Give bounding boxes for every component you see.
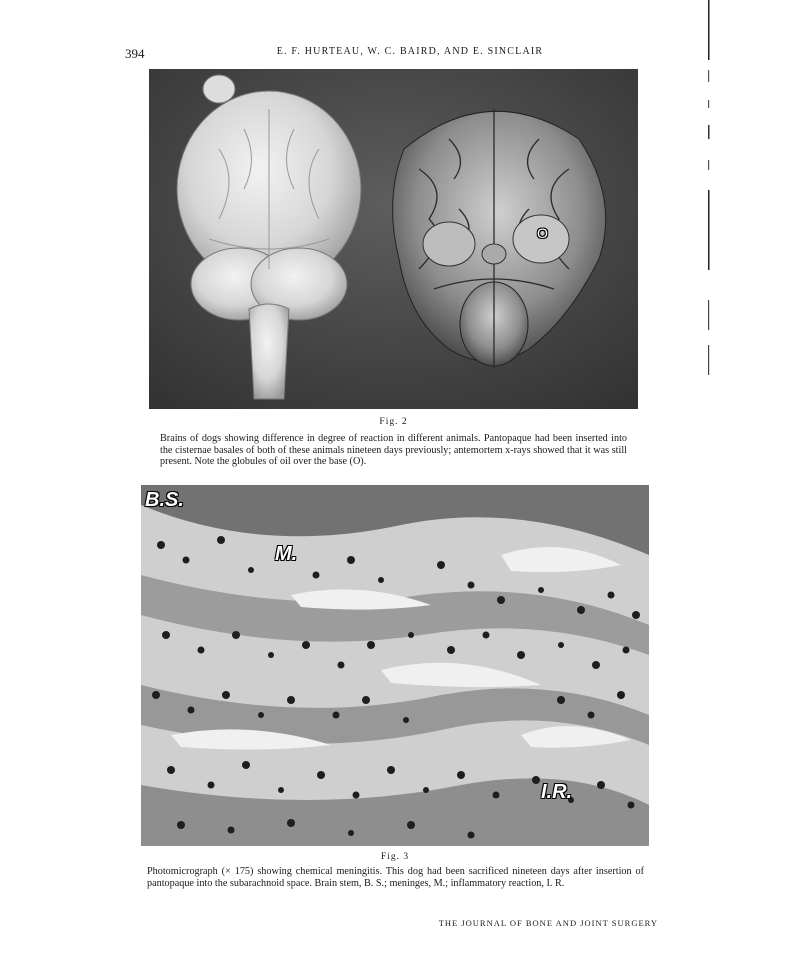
label-inflammatory-reaction: I.R. — [541, 781, 573, 803]
figure-2-caption: Brains of dogs showing difference in degree of reaction in different animals. Pantopaque had been inserted into the cisternae basales of both of these animals nineteen days previously; antemortem x-rays showed that it was still present. Note the globules of oil over the base (O). — [160, 433, 627, 467]
figure-2-photo — [149, 69, 638, 409]
figure-2-label-o: O — [537, 225, 548, 241]
photomicrograph-image — [141, 485, 649, 846]
figure-3-photo — [141, 485, 649, 846]
journal-footer: THE JOURNAL OF BONE AND JOINT SURGERY — [438, 918, 658, 928]
page-number: 394 — [125, 46, 145, 61]
figure-3-caption: Photomicrograph (× 175) showing chemical meningitis. This dog had been sacrificed nineteen days after insertion of pantopaque into the subarachnoid space. Brain stem, B. S.; meninges, M.; inflammatory reaction, I. R. — [147, 866, 644, 889]
running-head: E. F. HURTEAU, W. C. BAIRD, AND E. SINCLAIR — [276, 46, 544, 57]
label-meninges: M. — [275, 543, 298, 565]
label-brain-stem: B.S. — [145, 489, 184, 511]
brains-image — [149, 69, 638, 409]
margin-marks — [704, 0, 714, 380]
figure-2-title: Fig. 2 — [379, 417, 408, 427]
figure-3-title: Fig. 3 — [380, 852, 410, 862]
